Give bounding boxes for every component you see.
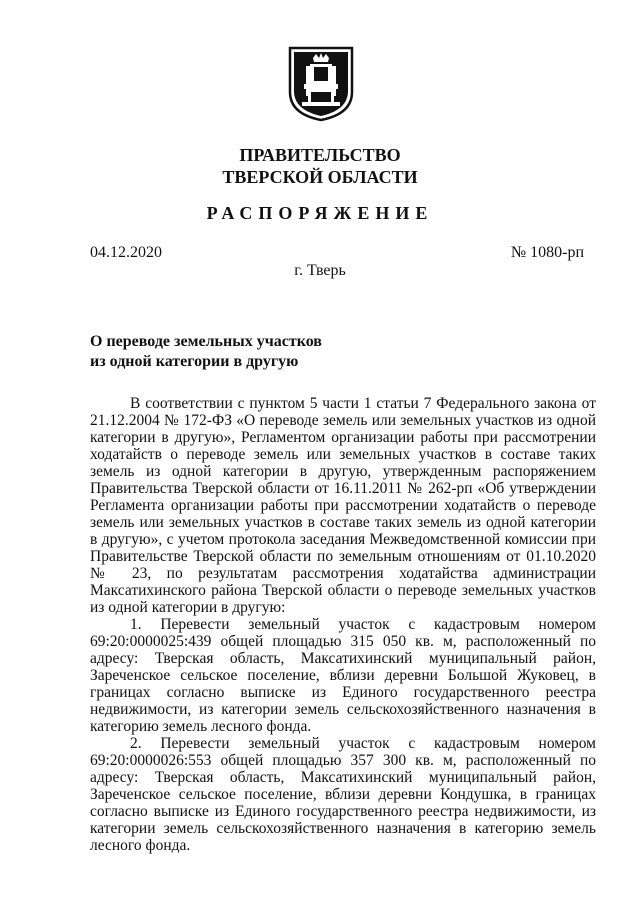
body-item-2: 2. Перевести земельный участок с кадастровым номером 69:20:0000026:553 общей площадью 357 300 кв. м, расположенный по адресу: Тверская область, Максатихинский муниципальный район, Зареченское сельское поселение, вблизи деревни Кондушка, в границах согласно выписке из Единого государственного реестра недвижимости, из категории земель сельскохозяйственного назначения в категорию земель лесного фонда. [90, 735, 596, 854]
body-item-1: 1. Перевести земельный участок с кадастровым номером 69:20:0000025:439 общей площадью 315 050 кв. м, расположенный по адресу: Тверская область, Максатихинский муниципальный район, Зареченское сельское поселение, вблизи деревни Большой Жуковец, в границах согласно выписке из Единого государственного реестра недвижимости, из категории земель сельскохозяйственного назначения в категорию земель лесного фонда. [90, 616, 596, 735]
subject-line2: из одной категории в другую [90, 353, 299, 370]
document-body [90, 395, 596, 854]
government-name-line2: ТВЕРСКОЙ ОБЛАСТИ [222, 167, 418, 187]
document-number: № 1080-рп [510, 244, 584, 261]
government-name-line1: ПРАВИТЕЛЬСТВО [239, 145, 401, 165]
document-type: РАСПОРЯЖЕНИЕ [206, 203, 434, 223]
document-subject [90, 332, 322, 372]
subject-line1: О переводе земельных участков [90, 333, 322, 350]
tver-coat-of-arms-icon [286, 44, 356, 122]
document-date: 04.12.2020 [90, 244, 162, 261]
document-city: г. Тверь [294, 262, 346, 279]
body-preamble: В соответствии с пунктом 5 части 1 статьи 7 Федерального закона от 21.12.2004 № 172-ФЗ «О переводе земель или земельных участков из одной категории в другую», Регламентом организации работы при рассмотрении ходатайств о переводе земель или земельных участков в составе таких земель из одной категории в другую, утвержденным распоряжением Правительства Тверской области от 16.11.2011 № 262-рп «Об утверждении Регламента организации работы при рассмотрении ходатайств о переводе земель или земельных участков в составе таких земель из одной категории в другую», с учетом протокола заседания Межведомственной комиссии при Правительстве Тверской области по земельным отношениям от 01.10.2020 № 23, по результатам рассмотрения ходатайства администрации Максатихинского района Тверской области о переводе земельных участков из одной категории в другую: [90, 395, 596, 616]
